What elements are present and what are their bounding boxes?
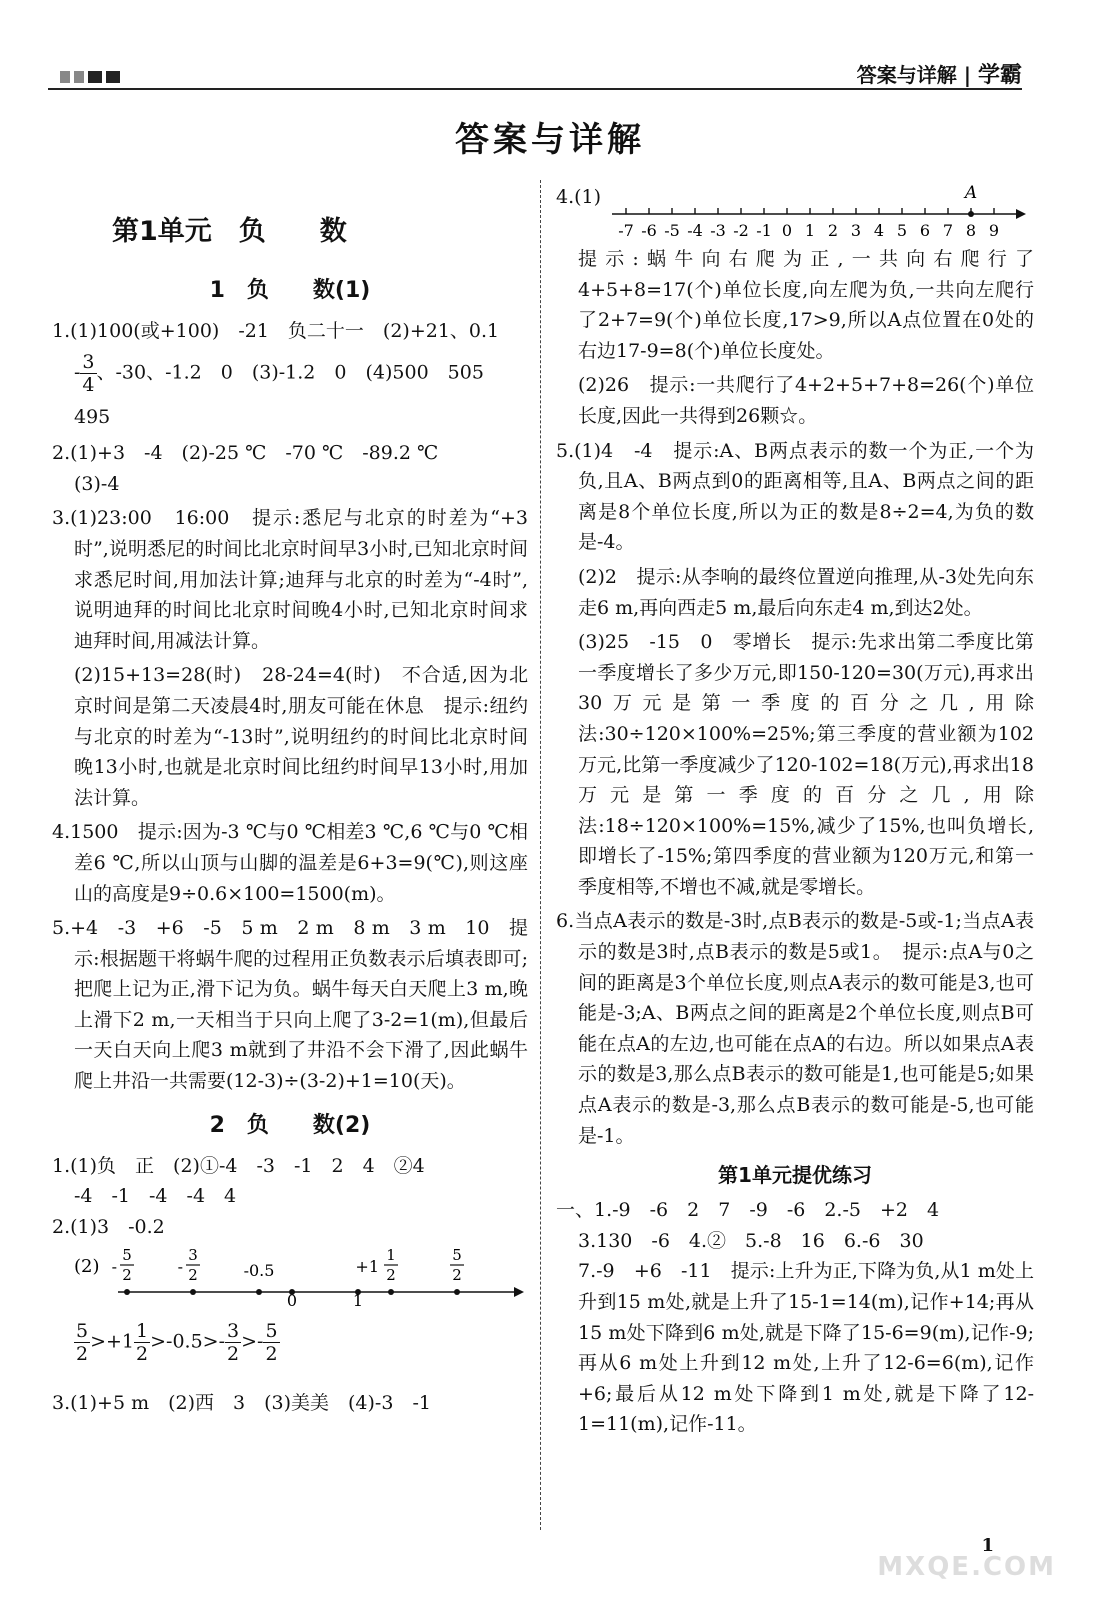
answer-l2-q2a: 2.(1)3 -0.2 xyxy=(52,1215,165,1238)
practice-line-3: 7.-9 +6 -11 提示:上升为正,下降为负,从1 m处上升到15 m处,就是上升了15-1=14(m),记作+14;再从15 m处下降到6 m处,就是下降了15-6=9(m),记作-9;再从6 m处上升到12 m处,上升了12-6=6(m),记作+6;最后从12 m处下降到1 m处,就是下降了12-1=11(m),记作-11。 xyxy=(578,1260,1034,1436)
tick-label: -3 xyxy=(710,221,726,240)
number-line-point xyxy=(388,1289,394,1295)
point-label: -0.5 xyxy=(243,1261,275,1281)
number-line-point xyxy=(190,1289,196,1295)
tick-label: 3 xyxy=(850,221,862,240)
number-line-point xyxy=(256,1289,262,1295)
tick-label: 7 xyxy=(942,221,954,240)
point-label-sign: - xyxy=(177,1257,183,1277)
point-label-num: 3 xyxy=(188,1246,198,1265)
answer-l1-q3b: (2)15+13=28(时) 28-24=4(时) 不合适,因为北京时间是第二天凌晨4时,朋友可能在休息 提示:纽约与北京的时差为“-13时”,说明纽约的时间比北京时间晚13小时,也就是北京时间比纽约时间早13小时,用加法计算。 xyxy=(74,664,528,809)
fraction: $\frac{3}{4}$ xyxy=(82,350,95,396)
practice-heading: 第1单元提优练习 xyxy=(718,1163,872,1188)
tick-label: 0 xyxy=(781,221,793,240)
answer-l1-q4: 4.1500 提示:因为-3 ℃与0 ℃相差3 ℃,6 ℃与0 ℃相差6 ℃,所以山顶与山脚的温差是6+3=9(℃),则这座山的高度是9÷0.6×100=1500(m)。 xyxy=(52,821,528,905)
answer-l1-q2a: 2.(1)+3 -4 (2)-25 ℃ -70 ℃ -89.2 ℃ xyxy=(52,442,439,465)
q4-label: 4.(1) xyxy=(556,186,602,208)
number-line-label-part: (2) xyxy=(74,1256,100,1278)
lesson-heading-2: 2 负 数(2) xyxy=(209,1112,371,1138)
answer-q6: 6.当点A表示的数是-3时,点B表示的数是-5或-1;当点A表示的数是3时,点B表示的数是5或1。 提示:点A与0之间的距离是3个单位长度,则点A表示的数可能是3,也可能是-3;A、B两点之间的距离是2个单位长度,则点B可能在点A的左边,也可能在点A的右边。所以如果点A表示的数是3,那么点B表示的数可能是1,也可能是5;如果点A表示的数是-3,那么点B表示的数可能是-5,也可能是-1。 xyxy=(556,910,1034,1147)
fraction-comparison: $\frac{5}{2}$ >+1 $\frac{1}{2}$ >-0.5>- $\frac{3}{2}$ >- $\frac{5}{2}$ xyxy=(76,1320,278,1366)
number-line-figure xyxy=(74,1242,534,1306)
answer-l2-q1a: 1.(1)负 正 (2)①-4 -3 -1 2 4 ②4 xyxy=(52,1154,425,1177)
answer-l2-q3: 3.(1)+5 m (2)西 3 (3)美美 (4)-3 -1 xyxy=(52,1392,431,1415)
axis-tick-label: 1 xyxy=(352,1291,364,1307)
tick-label: -4 xyxy=(687,221,703,240)
answer-l1-q2b: (3)-4 xyxy=(74,472,120,495)
number-line-point xyxy=(124,1289,130,1295)
axis-arrow xyxy=(514,1287,524,1297)
fraction-number-line xyxy=(52,1242,528,1306)
point-label-whole: +1 xyxy=(355,1257,379,1277)
answer-q5a: 5.(1)4 -4 提示:A、B两点表示的数一个为正,一个为负,且A、B两点到0的距离相等,且A、B两点之间的距离是8个单位长度,所以为正的数是8÷2=4,为负的数是-4。 xyxy=(556,439,1034,554)
answer-l1-q1b: - $\frac{3}{4}$ 、-30、-1.2 0 (3)-1.2 0 (4)500 505 xyxy=(74,350,484,396)
column-divider xyxy=(540,180,541,1530)
header-brand: 学霸 xyxy=(977,63,1022,88)
running-header: 答案与详解 | 学霸 xyxy=(856,63,1022,88)
tick-label: 9 xyxy=(988,221,1000,240)
tick-label: 2 xyxy=(827,221,839,240)
practice-line-1: 一、1.-9 -6 2 7 -9 -6 2.-5 +2 4 xyxy=(556,1199,940,1222)
point-label-sign: - xyxy=(111,1257,117,1277)
answer-q4b: (2)26 提示:一共爬行了4+2+5+7+8=26(个)单位长度,因此一共得到26颗☆。 xyxy=(578,374,1034,427)
right-column xyxy=(556,180,1034,1440)
practice-line-2: 3.130 -6 4.② 5.-8 16 6.-6 30 xyxy=(578,1229,924,1252)
point-label-den: 2 xyxy=(188,1266,198,1285)
tick-label: -6 xyxy=(641,221,657,240)
tick-label: 5 xyxy=(896,221,908,240)
answer-q5c: (3)25 -15 0 零增长 提示:先求出第二季度比第一季度增长了多少万元,即150-120=30(万元),再求出30万元是第一季度的百分之几,用除法:30÷120×100%=25%;第三季度的营业额为102万元,比第一季度减少了120-102=18(万元),再求出18万元是第一季度的百分之几,用除法:18÷120×100%=15%,减少了15%,也叫负增长,即增长了-15%;第四季度的营业额为120万元,和第一季度相等,不增也不减,就是零增长。 xyxy=(578,631,1034,898)
axis-arrow xyxy=(1016,209,1026,219)
left-column xyxy=(52,180,528,1419)
integer-number-line xyxy=(612,180,1032,244)
point-label-den: 2 xyxy=(122,1266,132,1285)
header-rule xyxy=(48,88,1022,90)
tick-label: 6 xyxy=(919,221,931,240)
watermark: MXQE.COM xyxy=(877,1552,1056,1582)
tick-label: -2 xyxy=(733,221,749,240)
answer-q5b: (2)2 提示:从李响的最终位置逆向推理,从-3处先向东走6 m,再向西走5 m,最后向东走4 m,到达2处。 xyxy=(578,565,1034,619)
q4-number-line xyxy=(556,180,1034,244)
unit-heading: 第1单元 负 数 xyxy=(112,216,347,247)
tick-label: -5 xyxy=(664,221,680,240)
answer-l2-q1b: -4 -1 -4 -4 4 xyxy=(74,1185,237,1208)
point-label-den: 2 xyxy=(386,1266,396,1285)
tick-label: 8 xyxy=(965,221,977,240)
point-a-label: A xyxy=(964,183,978,203)
point-label-num: 5 xyxy=(452,1246,462,1265)
point-label-num: 5 xyxy=(122,1246,132,1265)
header-decoration xyxy=(60,68,124,87)
point-label-num: 1 xyxy=(386,1246,396,1265)
page-title: 答案与详解 xyxy=(455,120,645,160)
point-label-den: 2 xyxy=(452,1266,462,1285)
tick-label: 1 xyxy=(804,221,816,240)
header-section: 答案与详解 xyxy=(856,63,957,87)
lesson-heading-1: 1 负 数(1) xyxy=(209,278,371,303)
tick-label: -1 xyxy=(756,221,772,240)
answer-l1-q5: 5.+4 -3 +6 -5 5 m 2 m 8 m 3 m 10 提示:根据题干将蜗牛爬的过程用正负数表示后填表即可;把爬上记为正,滑下记为负。蜗牛每天白天爬上3 m,晚上滑下2 m,一天相当于只向上爬了3-2=1(m),但最后一天白天向上爬3 m就到了井沿不会下滑了,因此蜗牛爬上井沿一共需要(12-3)÷(3-2)+1=10(天)。 xyxy=(52,917,528,1093)
answer-l1-q1a: 1.(1)100(或+100) -21 负二十一 (2)+21、0.1 xyxy=(52,320,500,342)
axis-tick-label: 0 xyxy=(286,1291,298,1307)
tick-label: 4 xyxy=(873,221,885,240)
page-number: 1 xyxy=(981,1535,994,1556)
tick-label: -7 xyxy=(618,221,634,240)
point-a xyxy=(968,211,974,217)
number-line-point xyxy=(454,1289,460,1295)
answer-q4a: 提示:蜗牛向右爬为正,一共向右爬行了4+5+8=17(个)单位长度,向左爬为负,一共向左爬行了2+7=9(个)单位长度,17>9,所以A点位置在0处的右边17-9=8(个)单位长度处。 xyxy=(578,248,1034,362)
answer-l1-q3: 3.(1)23:00 16:00 提示:悉尼与北京的时差为“+3时”,说明悉尼的时间比北京时间早3小时,已知北京时间求悉尼时间,用加法计算;迪拜与北京的时差为“-4时”,说明迪拜的时间比北京时间晚4小时,已知北京时间求迪拜时间,用减法计算。 xyxy=(52,507,528,652)
answer-l1-q1c: 495 xyxy=(74,405,111,428)
